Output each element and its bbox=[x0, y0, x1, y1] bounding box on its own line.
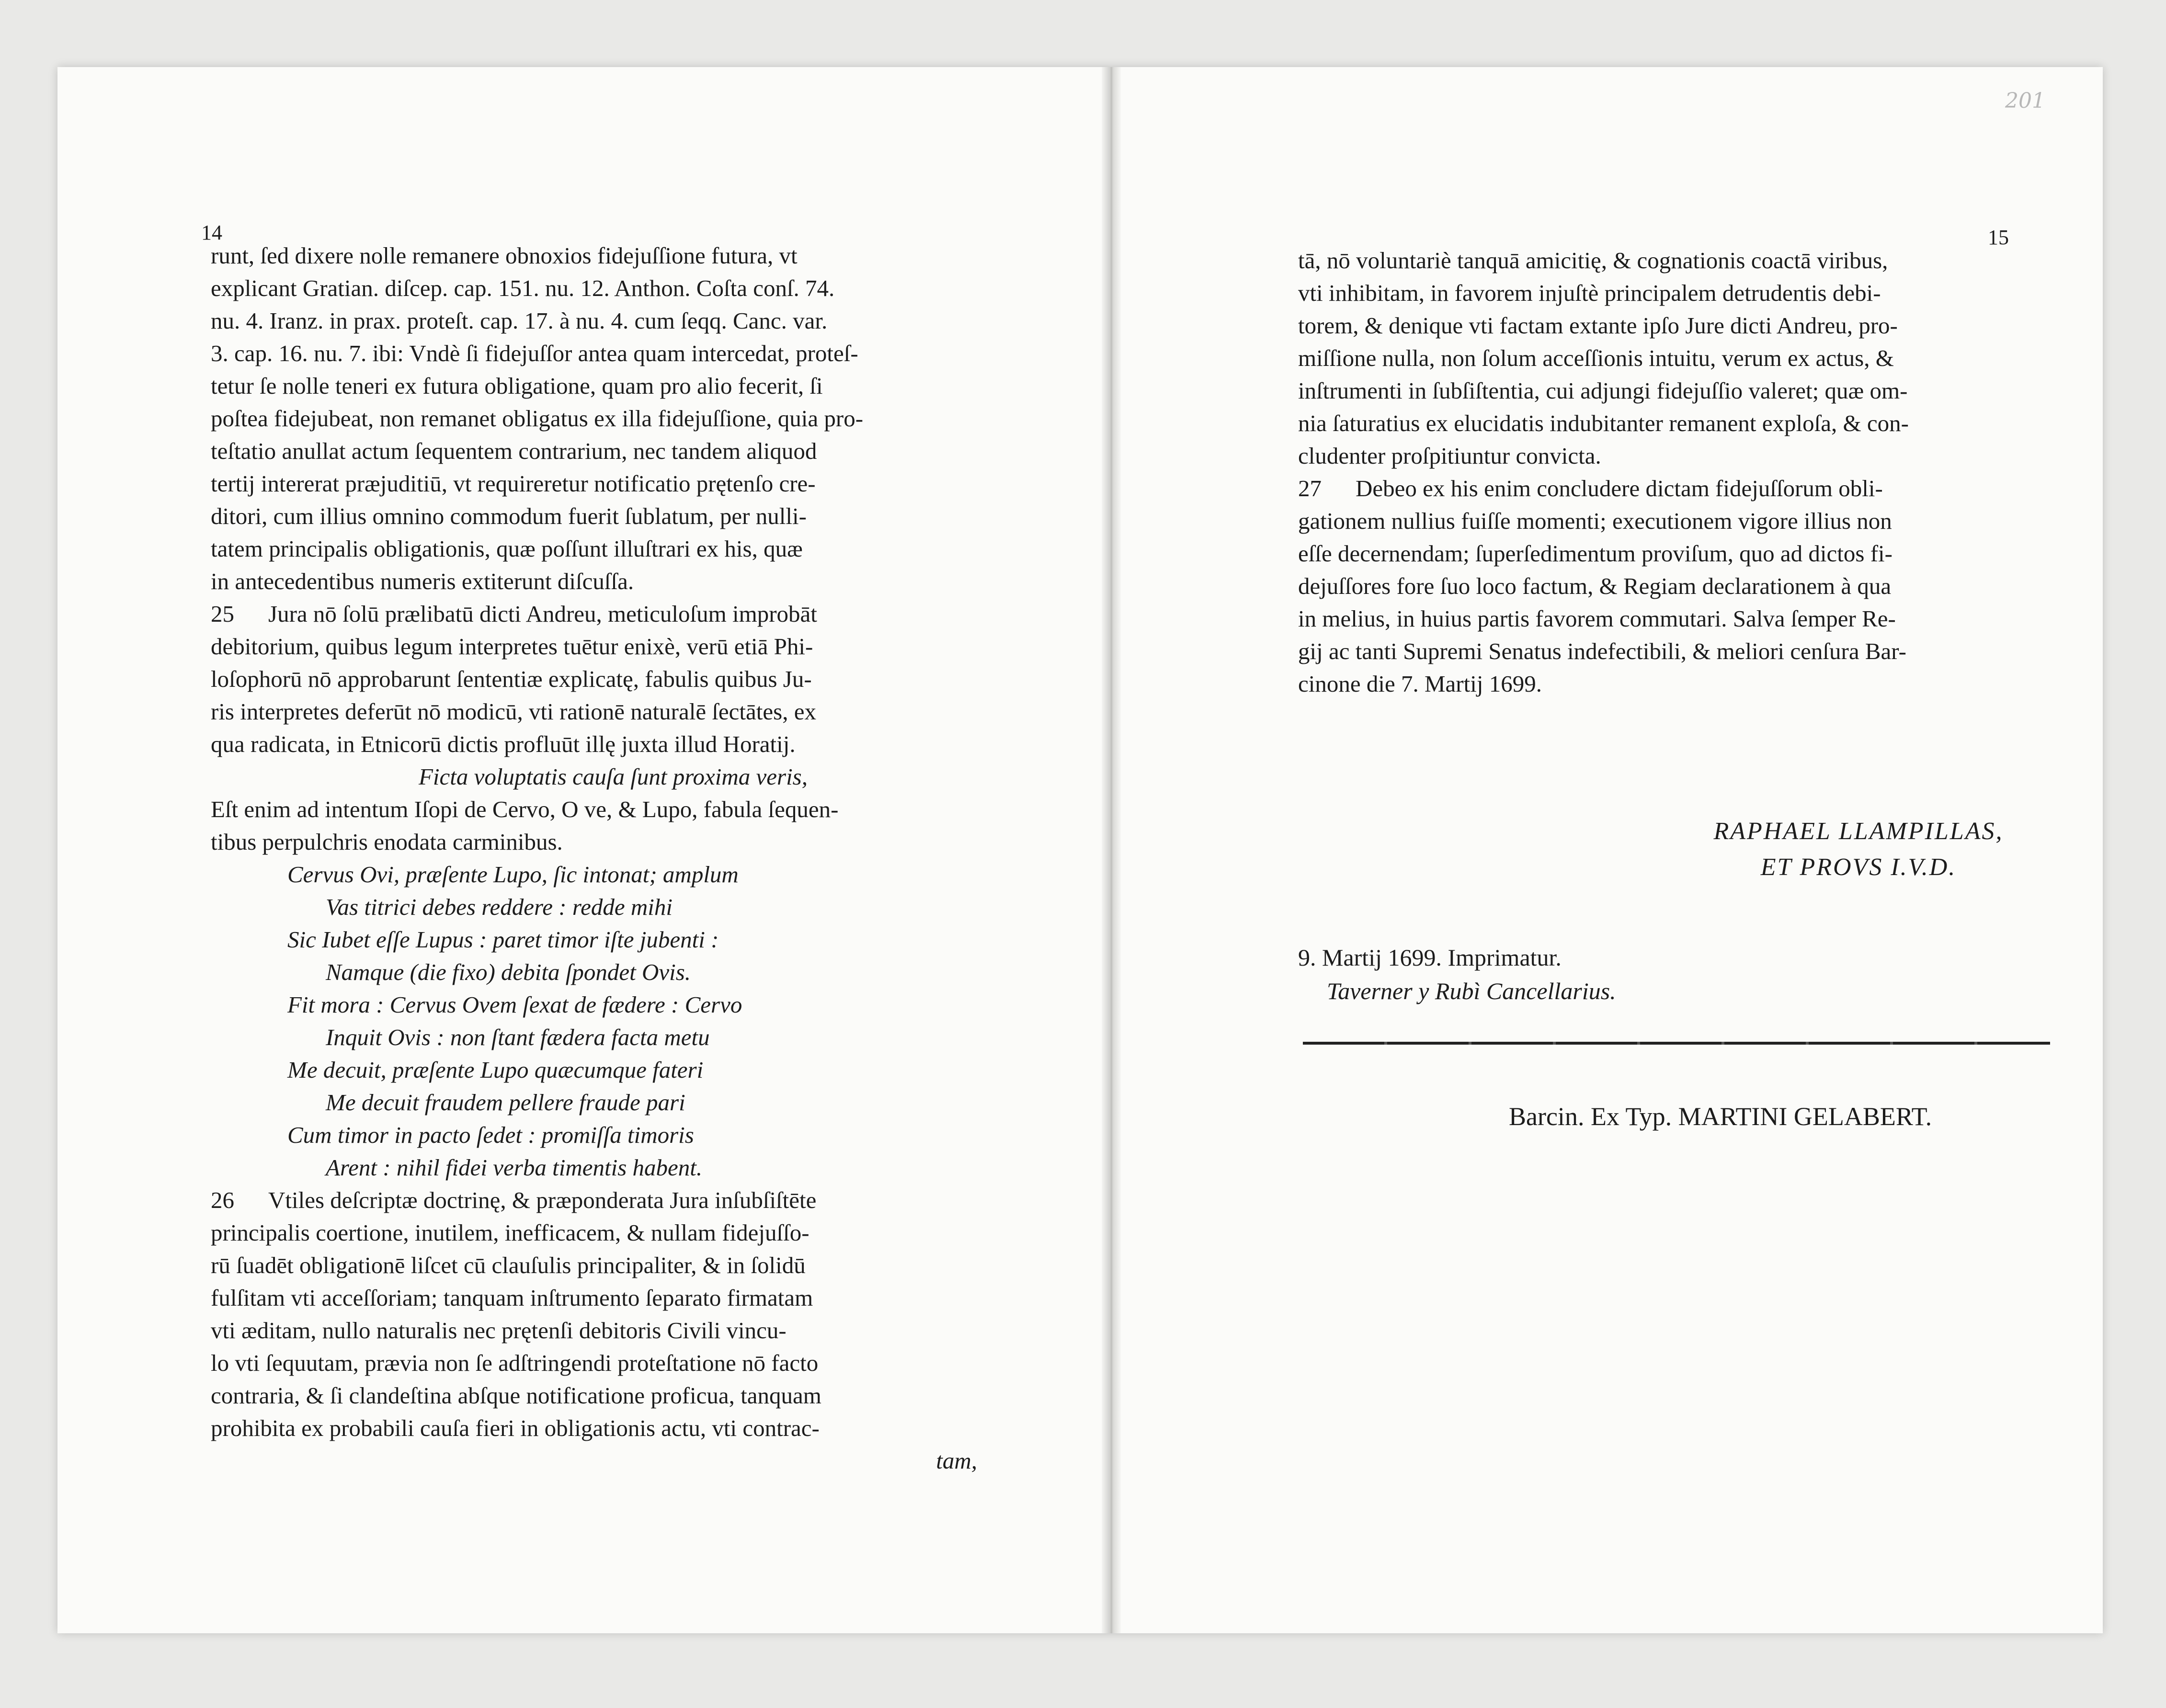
text-line: vti æditam, nullo naturalis nec prętenſi debitoris Civili vincu- bbox=[211, 1317, 787, 1344]
text-line: vti inhibitam, in favorem injuſtè principalem detrudentis debi- bbox=[1298, 280, 1881, 306]
text-line: Eſt enim ad intentum Iſopi de Cervo, O ve, & Lupo, fabula ſequen- bbox=[211, 796, 839, 822]
verse-line: Namque (die fixo) debita ſpondet Ovis. bbox=[326, 959, 691, 985]
horace-quote: Ficta voluptatis cauſa ſunt proxima veris, bbox=[418, 763, 808, 790]
text-line: tatem principalis obligationis, quæ poſſunt illuſtrari ex his, quæ bbox=[211, 535, 803, 562]
text-line: dejuſſores fore ſuo loco factum, & Regiam declarationem à qua bbox=[1298, 573, 1892, 599]
text-line: poſtea fidejubeat, non remanet obligatus ex illa fidejuſſione, quia pro- bbox=[211, 405, 864, 432]
imprimatur-line: 9. Martij 1699. Imprimatur. bbox=[1298, 944, 1562, 971]
text-line: torem, & denique vti factam extante ipſo Jure dicti Andreu, pro- bbox=[1298, 312, 1898, 339]
text-line: tetur ſe nolle teneri ex futura obligatione, quam pro alio fecerit, ſi bbox=[211, 373, 823, 399]
text-line: lo vti ſequutam, prævia non ſe adſtringendi proteſtatione nō facto bbox=[211, 1350, 819, 1376]
text-line: fulſitam vti acceſſoriam; tanquam inſtrumento ſeparato firmatam bbox=[211, 1285, 813, 1311]
verse-line: Vas titrici debes reddere : redde mihi bbox=[326, 894, 673, 920]
text-line: nia ſaturatius ex elucidatis indubitanter remanent exploſa, & con- bbox=[1298, 410, 1909, 436]
verse-line: Cum timor in pacto ſedet : promiſſa timoris bbox=[287, 1122, 694, 1148]
text-line: prohibita ex probabili cauſa fieri in obligationis actu, vti contrac- bbox=[211, 1415, 820, 1441]
text-line: rū ſuadēt obligationē liſcet cū clauſulis principaliter, & in ſolidū bbox=[211, 1252, 806, 1278]
text-line: explicant Gratian. diſcep. cap. 151. nu. 12. Anthon. Coſta conſ. 74. bbox=[211, 275, 835, 301]
author-signature-name: RAPHAEL LLAMPILLAS, bbox=[1713, 818, 2004, 845]
text-line: contraria, & ſi clandeſtina abſque notificatione proficua, tanquam bbox=[211, 1382, 821, 1409]
text-line: cinone die 7. Martij 1699. bbox=[1298, 671, 1542, 697]
text-line: in melius, in huius partis favorem commutari. Salva ſemper Re- bbox=[1298, 605, 1896, 632]
verse-line: Inquit Ovis : non ſtant fædera facta metu bbox=[326, 1024, 710, 1050]
handwritten-folio-number: 201 bbox=[2005, 89, 2045, 113]
text-line: ris interpretes deferūt nō modicū, vti rationē naturalē ſectātes, ex bbox=[211, 698, 816, 725]
book-spread bbox=[57, 67, 2103, 1633]
text-line: ditori, cum illius omnino commodum fuerit ſublatum, per nulli- bbox=[211, 503, 807, 529]
right-page bbox=[1121, 67, 2103, 1633]
text-line: gij ac tanti Supremi Senatus indefectibili, & meliori cenſura Bar- bbox=[1298, 638, 1906, 664]
left-page bbox=[57, 67, 1102, 1633]
text-line: eſſe decernendam; ſuperſedimentum proviſum, quo ad dictos fi- bbox=[1298, 540, 1892, 567]
text-line: teſtatio anullat actum ſequentem contrarium, nec tandem aliquod bbox=[211, 438, 817, 464]
text-line: inſtrumenti in ſubſiſtentia, cui adjungi fidejuſſio valeret; quæ om- bbox=[1298, 377, 1908, 404]
left-page-text bbox=[211, 239, 977, 1477]
paragraph-25-first-line: 25 Jura nō ſolū prælibatū dicti Andreu, meticuloſum improbāt bbox=[211, 598, 977, 630]
verse-line: Me decuit fraudem pellere fraude pari bbox=[326, 1089, 685, 1116]
text-line: tibus perpulchris enodata carminibus. bbox=[211, 829, 563, 855]
text-line: principalis coertione, inutilem, inefficacem, & nullam fidejuſſo- bbox=[211, 1219, 809, 1246]
text-line: tertij intererat præjuditiū, vt requireretur notificatio prętenſo cre- bbox=[211, 470, 816, 497]
paragraph-27-first-line: 27 Debeo ex his enim concludere dictam fidejuſſorum obli- bbox=[1298, 472, 2050, 505]
author-signature-title: ET PROVS I.V.D. bbox=[1760, 854, 1957, 881]
left-page-number: 14 bbox=[201, 221, 222, 244]
verse-line: Sic Iubet eſſe Lupus : paret timor iſte jubenti : bbox=[287, 926, 719, 953]
right-page-number: 15 bbox=[1988, 226, 2009, 249]
divider-rule bbox=[1303, 1042, 2050, 1045]
text-line: nu. 4. Iranz. in prax. proteſt. cap. 17. à nu. 4. cum ſeqq. Canc. var. bbox=[211, 307, 828, 334]
text-line: qua radicata, in Etnicorū dictis profluūt illę juxta illud Horatij. bbox=[211, 731, 796, 757]
catchword: tam, bbox=[936, 1447, 977, 1474]
text-line: 3. cap. 16. nu. 7. ibi: Vndè ſi fidejuſſor antea quam intercedat, proteſ- bbox=[211, 340, 858, 366]
verse-line: Cervus Ovi, præſente Lupo, ſic intonat; amplum bbox=[287, 861, 739, 888]
text-line: gationem nullius fuiſſe momenti; executionem vigore illius non bbox=[1298, 508, 1892, 534]
verse-line: Me decuit, præſente Lupo quæcumque fateri bbox=[287, 1057, 704, 1083]
book-gutter bbox=[1102, 67, 1121, 1633]
text-line: debitorium, quibus legum interpretes tuētur enixè, verū etiā Phi- bbox=[211, 633, 813, 660]
paragraph-number: 25 bbox=[211, 601, 234, 627]
verse-line: Fit mora : Cervus Ovem ſexat de fædere : Cervo bbox=[287, 991, 742, 1018]
text-line: miſſione nulla, non ſolum acceſſionis intuitu, verum ex actus, & bbox=[1298, 345, 1894, 371]
text-line: cludenter proſpitiuntur convicta. bbox=[1298, 443, 1601, 469]
paragraph-number: 27 bbox=[1298, 475, 1322, 501]
text-line: loſophorū nō approbarunt ſententiæ explicatę, fabulis quibus Ju- bbox=[211, 666, 812, 692]
text-line: in antecedentibus numeris extiterunt diſcuſſa. bbox=[211, 568, 634, 594]
verse-line: Arent : nihil fidei verba timentis habent. bbox=[326, 1154, 703, 1181]
chancellor-line: Taverner y Rubì Cancellarius. bbox=[1327, 978, 1616, 1004]
paragraph-number: 26 bbox=[211, 1187, 234, 1213]
text-line: runt, ſed dixere nolle remanere obnoxios fidejuſſione futura, vt bbox=[211, 242, 798, 269]
right-page-text bbox=[1298, 244, 2050, 700]
printer-colophon: Barcin. Ex Typ. MARTINI GELABERT. bbox=[1509, 1102, 1932, 1131]
paragraph-26-first-line: 26 Vtiles deſcriptæ doctrinę, & præponderata Jura inſubſiſtēte bbox=[211, 1184, 977, 1217]
text-line: tā, nō voluntariè tanquā amicitię, & cognationis coactā viribus, bbox=[1298, 247, 1888, 273]
